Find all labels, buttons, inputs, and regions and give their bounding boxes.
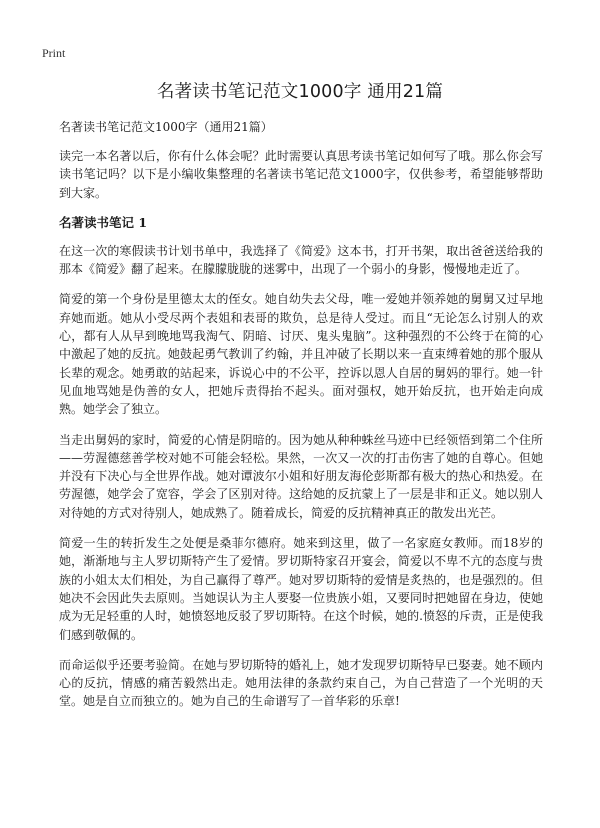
body-paragraph-1: 在这一次的寒假读书计划书单中，我选择了《简爱》这本书，打开书架，取出爸爸送给我的那本《简爱》翻了起来。在朦朦胧胧的迷雾中，出现了一个弱小的身影，慢慢地走近了。 [59,243,543,277]
section-heading: 名著读书笔记 1 [59,214,148,230]
document-body [59,118,543,723]
body-paragraph-3: 当走出舅妈的家时，简爱的心情是阴暗的。因为她从种种蛛丝马迹中已经领悟到第二个住所——劳渥德慈善学校对她不可能会轻松。果然，一次又一次的打击伤害了她的自尊心。但她并没有下决心与全世界作战。她对谭波尔小姐和好朋友海伦彭斯都有极大的热心和热爱。在劳渥德，她学会了宽容，学会了区别对待。这给她的反抗蒙上了一层是非和正义。她以别人对待她的方式对待别人，她成熟了。随着成长，简爱的反抗精神真正的散发出光芒。 [59,432,543,520]
page-title: 名著读书笔记范文1000字 通用21篇 [156,82,444,102]
intro-paragraph: 读完一本名著以后，你有什么体会呢？此时需要认真思考读书笔记如何写了哦。那么你会写读书笔记吗？以下是小编收集整理的名著读书笔记范文1000字，仅供参考，希望能够帮助到大家。 [59,149,543,200]
body-paragraph-4: 简爱一生的转折发生之处便是桑菲尔德府。她来到这里，做了一名家庭女教师。而18岁的她，渐渐地与主人罗切斯特产生了爱情。罗切斯特家召开宴会，简爱以不卑不亢的态度与贵族的小姐太太们相处，为自己赢得了尊严。她对罗切斯特的爱情是炙热的，也是强烈的。但她决不会因此失去原则。当她误认为主人要娶一位贵族小姐，又要同时把她留在身边，使她成为无足轻重的人时，她愤怒地反驳了罗切斯特。在这个时候，她的.愤怒的斥责，正是使我们感到敬佩的。 [59,536,543,642]
document-subtitle: 名著读书笔记范文1000字（通用21篇） [59,120,273,134]
print-label: Print [42,46,66,60]
body-paragraph-5: 而命运似乎还要考验简。在她与罗切斯特的婚礼上，她才发现罗切斯特早已娶妻。她不顾内心的反抗，情感的痛苦毅然出走。她用法律的条款约束自己，为自己营造了一个光明的天堂。她是自立而独立的。她为自己的生命谱写了一首华彩的乐章! [59,657,543,709]
body-paragraph-2: 简爱的第一个身份是里德太太的侄女。她自幼失去父母，唯一爱她并领养她的舅舅又过早地弃她而逝。她从小受尽两个表姐和表哥的欺负，总是待人受过。而且“无论怎么讨别人的欢心，都有人从早到晚地骂我淘气、阴暗、讨厌、鬼头鬼脑”。这种强烈的不公终于在简的心中激起了她的反抗。她鼓起勇气教训了约翰，并且冲破了长期以来一直束缚着她的那个服从长辈的观念。她勇敢的站起来，诉说心中的不公平，控诉以恩人自居的舅妈的罪行。她一针见血地骂她是伪善的女人，把她斥责得抬不起头。面对强权，她开始反抗，也开始走向成熟。她学会了独立。 [59,292,543,417]
